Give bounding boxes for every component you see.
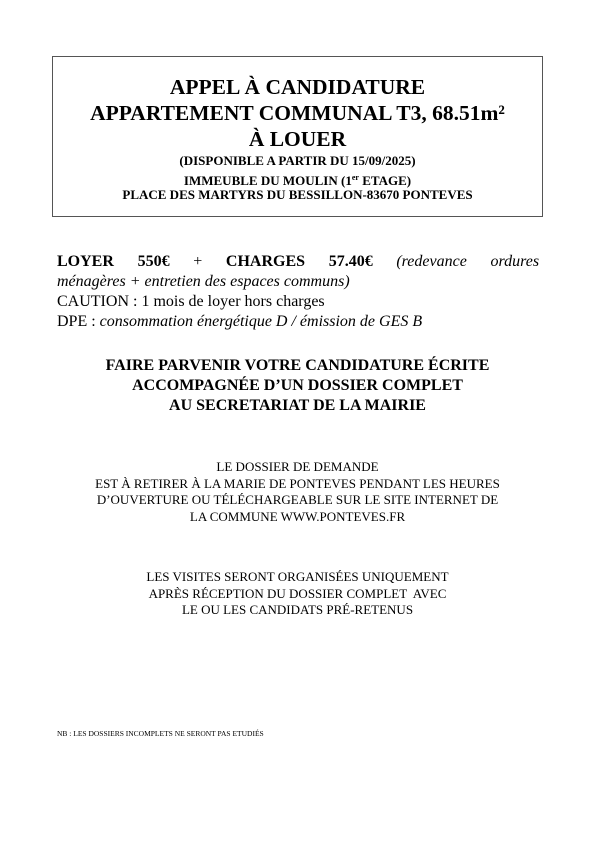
- title-line-3: À LOUER: [248, 127, 347, 151]
- instructions-line-1: FAIRE PARVENIR VOTRE CANDIDATURE ÉCRITE: [105, 357, 490, 374]
- footnote: NB : LES DOSSIERS INCOMPLETS NE SERONT PAS ETUDIÉS: [57, 729, 264, 738]
- title-box: [52, 56, 543, 217]
- building-text-main: IMMEUBLE DU MOULIN (1: [183, 173, 352, 188]
- availability-text: (DISPONIBLE A PARTIR DU 15/09/2025): [179, 153, 416, 168]
- plus-sign: +: [193, 253, 203, 270]
- building-floor-sup: er: [351, 173, 359, 182]
- visits-block: [0, 569, 595, 619]
- charges-note-1: (redevance: [396, 253, 467, 270]
- caution-line: CAUTION : 1 mois de loyer hors charges: [57, 293, 325, 310]
- rent-line: [57, 252, 539, 272]
- instructions-block: [0, 356, 595, 416]
- charges-label: CHARGES: [225, 253, 306, 270]
- dpe-line: [57, 312, 539, 332]
- dossier-line-4: LA COMMUNE WWW.PONTEVES.FR: [189, 508, 406, 524]
- dossier-line-2: EST À RETIRER À LA MARIE DE PONTEVES PENDANT LES HEURES: [95, 475, 500, 491]
- address-text: PLACE DES MARTYRS DU BESSILLON-83670 PONTEVES: [122, 187, 473, 202]
- title-line-2: APPARTEMENT COMMUNAL T3, 68.51m²: [90, 101, 505, 125]
- instructions-line-3: AU SECRETARIAT DE LA MAIRIE: [169, 397, 426, 414]
- dpe-value: consommation énergétique D / émission de GES B: [99, 313, 423, 330]
- charges-note-line: ménagères + entretien des espaces communs): [57, 273, 350, 290]
- loyer-value: 550€: [137, 253, 170, 270]
- dossier-block: [0, 459, 595, 525]
- dossier-line-1: LE DOSSIER DE DEMANDE: [216, 459, 379, 474]
- charges-value: 57.40€: [328, 253, 373, 270]
- building-text-end: ETAGE): [358, 173, 412, 188]
- dpe-label: DPE :: [57, 313, 100, 330]
- loyer-label: LOYER: [57, 253, 114, 270]
- dossier-line-3: D’OUVERTURE OU TÉLÉCHARGEABLE SUR LE SITE INTERNET DE: [96, 492, 499, 507]
- visits-line-2: APRÈS RÉCEPTION DU DOSSIER COMPLET AVEC: [148, 585, 447, 601]
- charges-note-2: ordures: [490, 253, 540, 270]
- visits-line-1: LES VISITES SERONT ORGANISÉES UNIQUEMENT: [146, 569, 449, 584]
- title-line-1: APPEL À CANDIDATURE: [169, 75, 426, 99]
- visits-line-3: LE OU LES CANDIDATS PRÉ-RETENUS: [181, 602, 414, 617]
- instructions-line-2: ACCOMPAGNÉE D’UN DOSSIER COMPLET: [132, 377, 463, 394]
